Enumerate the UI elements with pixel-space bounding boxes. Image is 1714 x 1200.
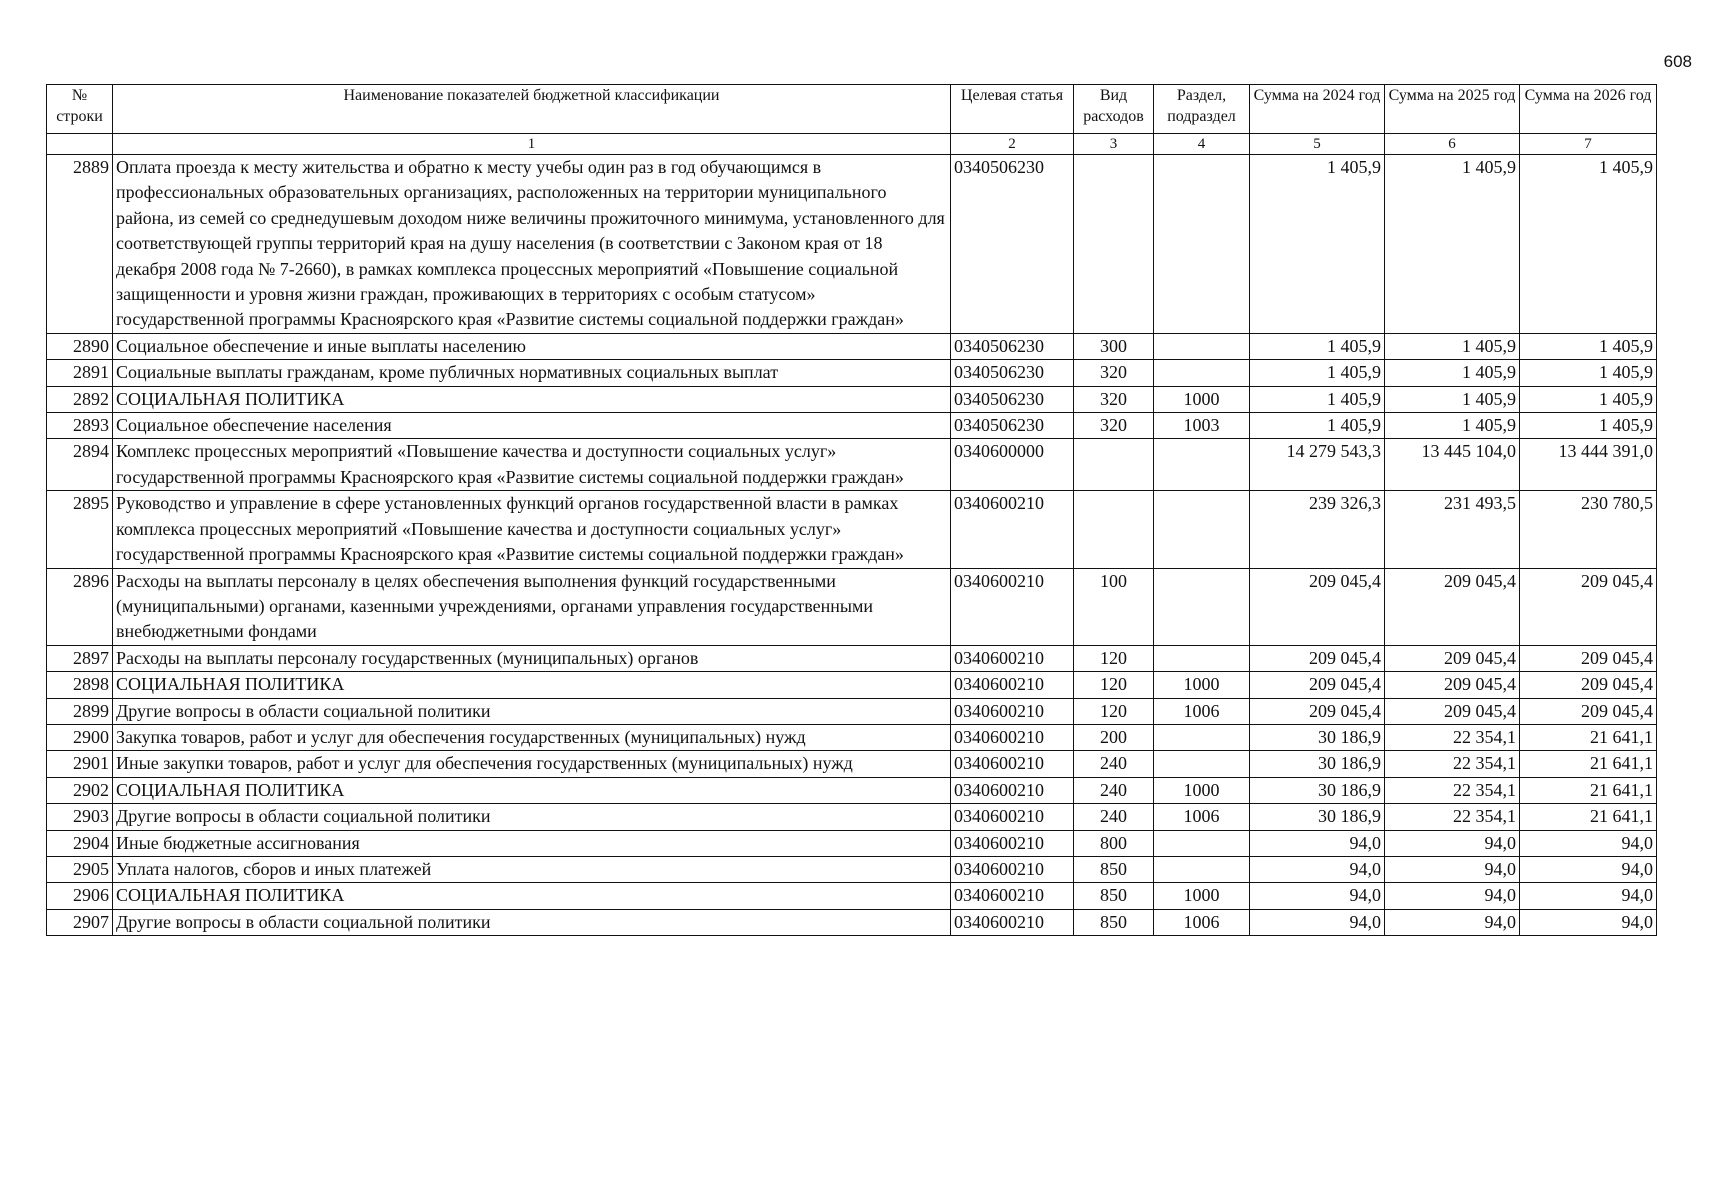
row-target-article: 0340600210	[951, 804, 1074, 830]
row-expense-type: 800	[1074, 830, 1154, 856]
row-target-article: 0340600210	[951, 568, 1074, 645]
row-section: 1006	[1154, 698, 1250, 724]
header-name: Наименование показателей бюджетной классификации	[113, 85, 951, 134]
header-target-article: Целевая статья	[951, 85, 1074, 134]
row-number: 2903	[47, 804, 113, 830]
row-sum-2024: 209 045,4	[1250, 568, 1385, 645]
row-sum-2026: 230 780,5	[1520, 491, 1657, 568]
table-row	[47, 751, 1657, 777]
row-sum-2026: 94,0	[1520, 830, 1657, 856]
header-sum-2024: Сумма на 2024 год	[1250, 85, 1385, 134]
row-sum-2026: 94,0	[1520, 856, 1657, 882]
row-target-article: 0340600210	[951, 777, 1074, 803]
row-number: 2907	[47, 909, 113, 935]
row-section	[1154, 568, 1250, 645]
row-expense-type	[1074, 491, 1154, 568]
header-row	[47, 85, 1657, 134]
row-number: 2891	[47, 360, 113, 386]
row-target-article: 0340600210	[951, 491, 1074, 568]
row-expense-type	[1074, 155, 1154, 334]
row-expense-type: 100	[1074, 568, 1154, 645]
row-number: 2902	[47, 777, 113, 803]
table-row	[47, 568, 1657, 645]
table-row	[47, 360, 1657, 386]
row-target-article: 0340600210	[951, 909, 1074, 935]
row-sum-2025: 209 045,4	[1385, 645, 1520, 671]
row-name: Комплекс процессных мероприятий «Повышение качества и доступности социальных услуг» государственной программы Красноярского края «Развитие системы социальной поддержки граждан»	[113, 439, 951, 491]
row-name: СОЦИАЛЬНАЯ ПОЛИТИКА	[113, 386, 951, 412]
row-section	[1154, 155, 1250, 334]
row-sum-2026: 94,0	[1520, 883, 1657, 909]
row-sum-2026: 13 444 391,0	[1520, 439, 1657, 491]
table-row	[47, 698, 1657, 724]
row-number: 2897	[47, 645, 113, 671]
row-expense-type: 850	[1074, 856, 1154, 882]
column-index-cell	[47, 134, 113, 155]
row-number: 2889	[47, 155, 113, 334]
row-expense-type: 200	[1074, 724, 1154, 750]
row-target-article: 0340600000	[951, 439, 1074, 491]
row-target-article: 0340506230	[951, 386, 1074, 412]
row-sum-2025: 94,0	[1385, 883, 1520, 909]
row-sum-2024: 30 186,9	[1250, 804, 1385, 830]
row-name: СОЦИАЛЬНАЯ ПОЛИТИКА	[113, 672, 951, 698]
row-sum-2025: 1 405,9	[1385, 360, 1520, 386]
row-number: 2905	[47, 856, 113, 882]
column-index-row	[47, 134, 1657, 155]
row-expense-type: 240	[1074, 804, 1154, 830]
row-sum-2026: 209 045,4	[1520, 672, 1657, 698]
row-sum-2025: 94,0	[1385, 856, 1520, 882]
row-sum-2024: 30 186,9	[1250, 724, 1385, 750]
table-row	[47, 491, 1657, 568]
row-sum-2024: 209 045,4	[1250, 698, 1385, 724]
row-expense-type: 120	[1074, 645, 1154, 671]
row-sum-2024: 1 405,9	[1250, 386, 1385, 412]
table-row	[47, 856, 1657, 882]
column-index-cell: 2	[951, 134, 1074, 155]
row-sum-2025: 209 045,4	[1385, 672, 1520, 698]
table-row	[47, 883, 1657, 909]
row-target-article: 0340506230	[951, 360, 1074, 386]
row-sum-2025: 1 405,9	[1385, 333, 1520, 359]
row-sum-2024: 14 279 543,3	[1250, 439, 1385, 491]
row-sum-2024: 94,0	[1250, 830, 1385, 856]
row-number: 2894	[47, 439, 113, 491]
budget-table	[46, 84, 1657, 936]
row-sum-2025: 209 045,4	[1385, 698, 1520, 724]
row-section	[1154, 439, 1250, 491]
table-row	[47, 645, 1657, 671]
row-name: Другие вопросы в области социальной политики	[113, 909, 951, 935]
row-expense-type: 300	[1074, 333, 1154, 359]
row-section	[1154, 724, 1250, 750]
row-sum-2024: 1 405,9	[1250, 360, 1385, 386]
row-sum-2024: 30 186,9	[1250, 777, 1385, 803]
row-sum-2025: 22 354,1	[1385, 777, 1520, 803]
row-sum-2026: 21 641,1	[1520, 777, 1657, 803]
row-target-article: 0340600210	[951, 698, 1074, 724]
table-row	[47, 155, 1657, 334]
row-name: Иные закупки товаров, работ и услуг для обеспечения государственных (муниципальных) нужд	[113, 751, 951, 777]
row-section	[1154, 645, 1250, 671]
row-number: 2906	[47, 883, 113, 909]
row-name: Социальное обеспечение населения	[113, 413, 951, 439]
row-sum-2025: 231 493,5	[1385, 491, 1520, 568]
row-target-article: 0340600210	[951, 856, 1074, 882]
row-sum-2026: 1 405,9	[1520, 360, 1657, 386]
row-target-article: 0340506230	[951, 413, 1074, 439]
row-expense-type: 120	[1074, 698, 1154, 724]
row-section: 1000	[1154, 777, 1250, 803]
page-number: 608	[1663, 52, 1692, 71]
row-number: 2901	[47, 751, 113, 777]
row-name: Иные бюджетные ассигнования	[113, 830, 951, 856]
row-expense-type: 320	[1074, 386, 1154, 412]
row-name: Оплата проезда к месту жительства и обратно к месту учебы один раз в год обучающимся в профессиональных образовательных организациях, расположенных на территории муниципального района, из семей со среднедушевым доходом ниже величины прожиточного минимума, установленного для соответствующей группы территорий края на душу населения (в соответствии с Законом края от 18 декабря 2008 года № 7-2660), в рамках комплекса процессных мероприятий «Повышение социальной защищенности и уровня жизни граждан, проживающих в территориях с особым статусом» государственной программы Красноярского края «Развитие системы социальной поддержки граждан»	[113, 155, 951, 334]
row-sum-2026: 94,0	[1520, 909, 1657, 935]
row-sum-2026: 1 405,9	[1520, 386, 1657, 412]
header-section: Раздел, подраздел	[1154, 85, 1250, 134]
row-name: Уплата налогов, сборов и иных платежей	[113, 856, 951, 882]
row-sum-2025: 209 045,4	[1385, 568, 1520, 645]
row-target-article: 0340600210	[951, 724, 1074, 750]
row-expense-type	[1074, 439, 1154, 491]
table-row	[47, 672, 1657, 698]
row-target-article: 0340600210	[951, 645, 1074, 671]
row-sum-2025: 1 405,9	[1385, 386, 1520, 412]
row-sum-2024: 1 405,9	[1250, 413, 1385, 439]
table-row	[47, 909, 1657, 935]
row-name: Расходы на выплаты персоналу в целях обеспечения выполнения функций государственными (муниципальными) органами, казенными учреждениями, органами управления государственными внебюджетными фондами	[113, 568, 951, 645]
row-name: Социальное обеспечение и иные выплаты населению	[113, 333, 951, 359]
row-sum-2026: 1 405,9	[1520, 333, 1657, 359]
row-number: 2899	[47, 698, 113, 724]
row-sum-2025: 22 354,1	[1385, 724, 1520, 750]
table-row	[47, 830, 1657, 856]
row-expense-type: 320	[1074, 360, 1154, 386]
row-sum-2025: 1 405,9	[1385, 413, 1520, 439]
header-row-number: № строки	[47, 85, 113, 134]
column-index-cell: 4	[1154, 134, 1250, 155]
row-sum-2024: 209 045,4	[1250, 645, 1385, 671]
row-expense-type: 850	[1074, 883, 1154, 909]
table-row	[47, 413, 1657, 439]
row-expense-type: 120	[1074, 672, 1154, 698]
row-name: СОЦИАЛЬНАЯ ПОЛИТИКА	[113, 883, 951, 909]
row-sum-2026: 1 405,9	[1520, 413, 1657, 439]
row-section: 1006	[1154, 804, 1250, 830]
table-row	[47, 804, 1657, 830]
row-section: 1006	[1154, 909, 1250, 935]
row-sum-2024: 239 326,3	[1250, 491, 1385, 568]
header-sum-2026: Сумма на 2026 год	[1520, 85, 1657, 134]
row-section: 1000	[1154, 672, 1250, 698]
row-target-article: 0340506230	[951, 155, 1074, 334]
row-name: Руководство и управление в сфере установленных функций органов государственной власти в рамках комплекса процессных мероприятий «Повышение качества и доступности социальных услуг» государственной программы Красноярского края «Развитие системы социальной поддержки граждан»	[113, 491, 951, 568]
row-sum-2024: 209 045,4	[1250, 672, 1385, 698]
column-index-cell: 3	[1074, 134, 1154, 155]
row-expense-type: 240	[1074, 777, 1154, 803]
row-sum-2024: 1 405,9	[1250, 155, 1385, 334]
row-name: Закупка товаров, работ и услуг для обеспечения государственных (муниципальных) нужд	[113, 724, 951, 750]
row-sum-2026: 21 641,1	[1520, 724, 1657, 750]
row-sum-2025: 13 445 104,0	[1385, 439, 1520, 491]
row-number: 2898	[47, 672, 113, 698]
row-sum-2025: 22 354,1	[1385, 804, 1520, 830]
row-number: 2895	[47, 491, 113, 568]
row-number: 2893	[47, 413, 113, 439]
row-sum-2026: 21 641,1	[1520, 804, 1657, 830]
row-number: 2896	[47, 568, 113, 645]
row-sum-2024: 94,0	[1250, 856, 1385, 882]
column-index-cell: 5	[1250, 134, 1385, 155]
table-row	[47, 333, 1657, 359]
row-section	[1154, 491, 1250, 568]
row-number: 2892	[47, 386, 113, 412]
row-sum-2026: 1 405,9	[1520, 155, 1657, 334]
header-expense-type: Вид расходов	[1074, 85, 1154, 134]
header-sum-2025: Сумма на 2025 год	[1385, 85, 1520, 134]
row-sum-2025: 22 354,1	[1385, 751, 1520, 777]
row-sum-2024: 1 405,9	[1250, 333, 1385, 359]
row-name: Расходы на выплаты персоналу государственных (муниципальных) органов	[113, 645, 951, 671]
row-target-article: 0340506230	[951, 333, 1074, 359]
row-section: 1000	[1154, 883, 1250, 909]
row-name: Другие вопросы в области социальной политики	[113, 698, 951, 724]
column-index-cell: 6	[1385, 134, 1520, 155]
row-sum-2026: 209 045,4	[1520, 645, 1657, 671]
row-name: СОЦИАЛЬНАЯ ПОЛИТИКА	[113, 777, 951, 803]
row-expense-type: 850	[1074, 909, 1154, 935]
table-row	[47, 777, 1657, 803]
table-row	[47, 439, 1657, 491]
row-section	[1154, 333, 1250, 359]
row-sum-2024: 30 186,9	[1250, 751, 1385, 777]
row-number: 2904	[47, 830, 113, 856]
row-sum-2025: 94,0	[1385, 909, 1520, 935]
row-sum-2026: 21 641,1	[1520, 751, 1657, 777]
row-sum-2025: 94,0	[1385, 830, 1520, 856]
row-sum-2024: 94,0	[1250, 883, 1385, 909]
row-section	[1154, 856, 1250, 882]
row-number: 2890	[47, 333, 113, 359]
row-section	[1154, 830, 1250, 856]
row-expense-type: 240	[1074, 751, 1154, 777]
row-target-article: 0340600210	[951, 672, 1074, 698]
row-sum-2026: 209 045,4	[1520, 698, 1657, 724]
row-target-article: 0340600210	[951, 883, 1074, 909]
row-sum-2025: 1 405,9	[1385, 155, 1520, 334]
row-name: Социальные выплаты гражданам, кроме публичных нормативных социальных выплат	[113, 360, 951, 386]
table-row	[47, 724, 1657, 750]
column-index-cell: 7	[1520, 134, 1657, 155]
table-row	[47, 386, 1657, 412]
row-section	[1154, 360, 1250, 386]
row-section: 1003	[1154, 413, 1250, 439]
row-section	[1154, 751, 1250, 777]
row-target-article: 0340600210	[951, 751, 1074, 777]
row-sum-2026: 209 045,4	[1520, 568, 1657, 645]
row-name: Другие вопросы в области социальной политики	[113, 804, 951, 830]
row-number: 2900	[47, 724, 113, 750]
row-target-article: 0340600210	[951, 830, 1074, 856]
row-section: 1000	[1154, 386, 1250, 412]
column-index-cell: 1	[113, 134, 951, 155]
row-sum-2024: 94,0	[1250, 909, 1385, 935]
row-expense-type: 320	[1074, 413, 1154, 439]
